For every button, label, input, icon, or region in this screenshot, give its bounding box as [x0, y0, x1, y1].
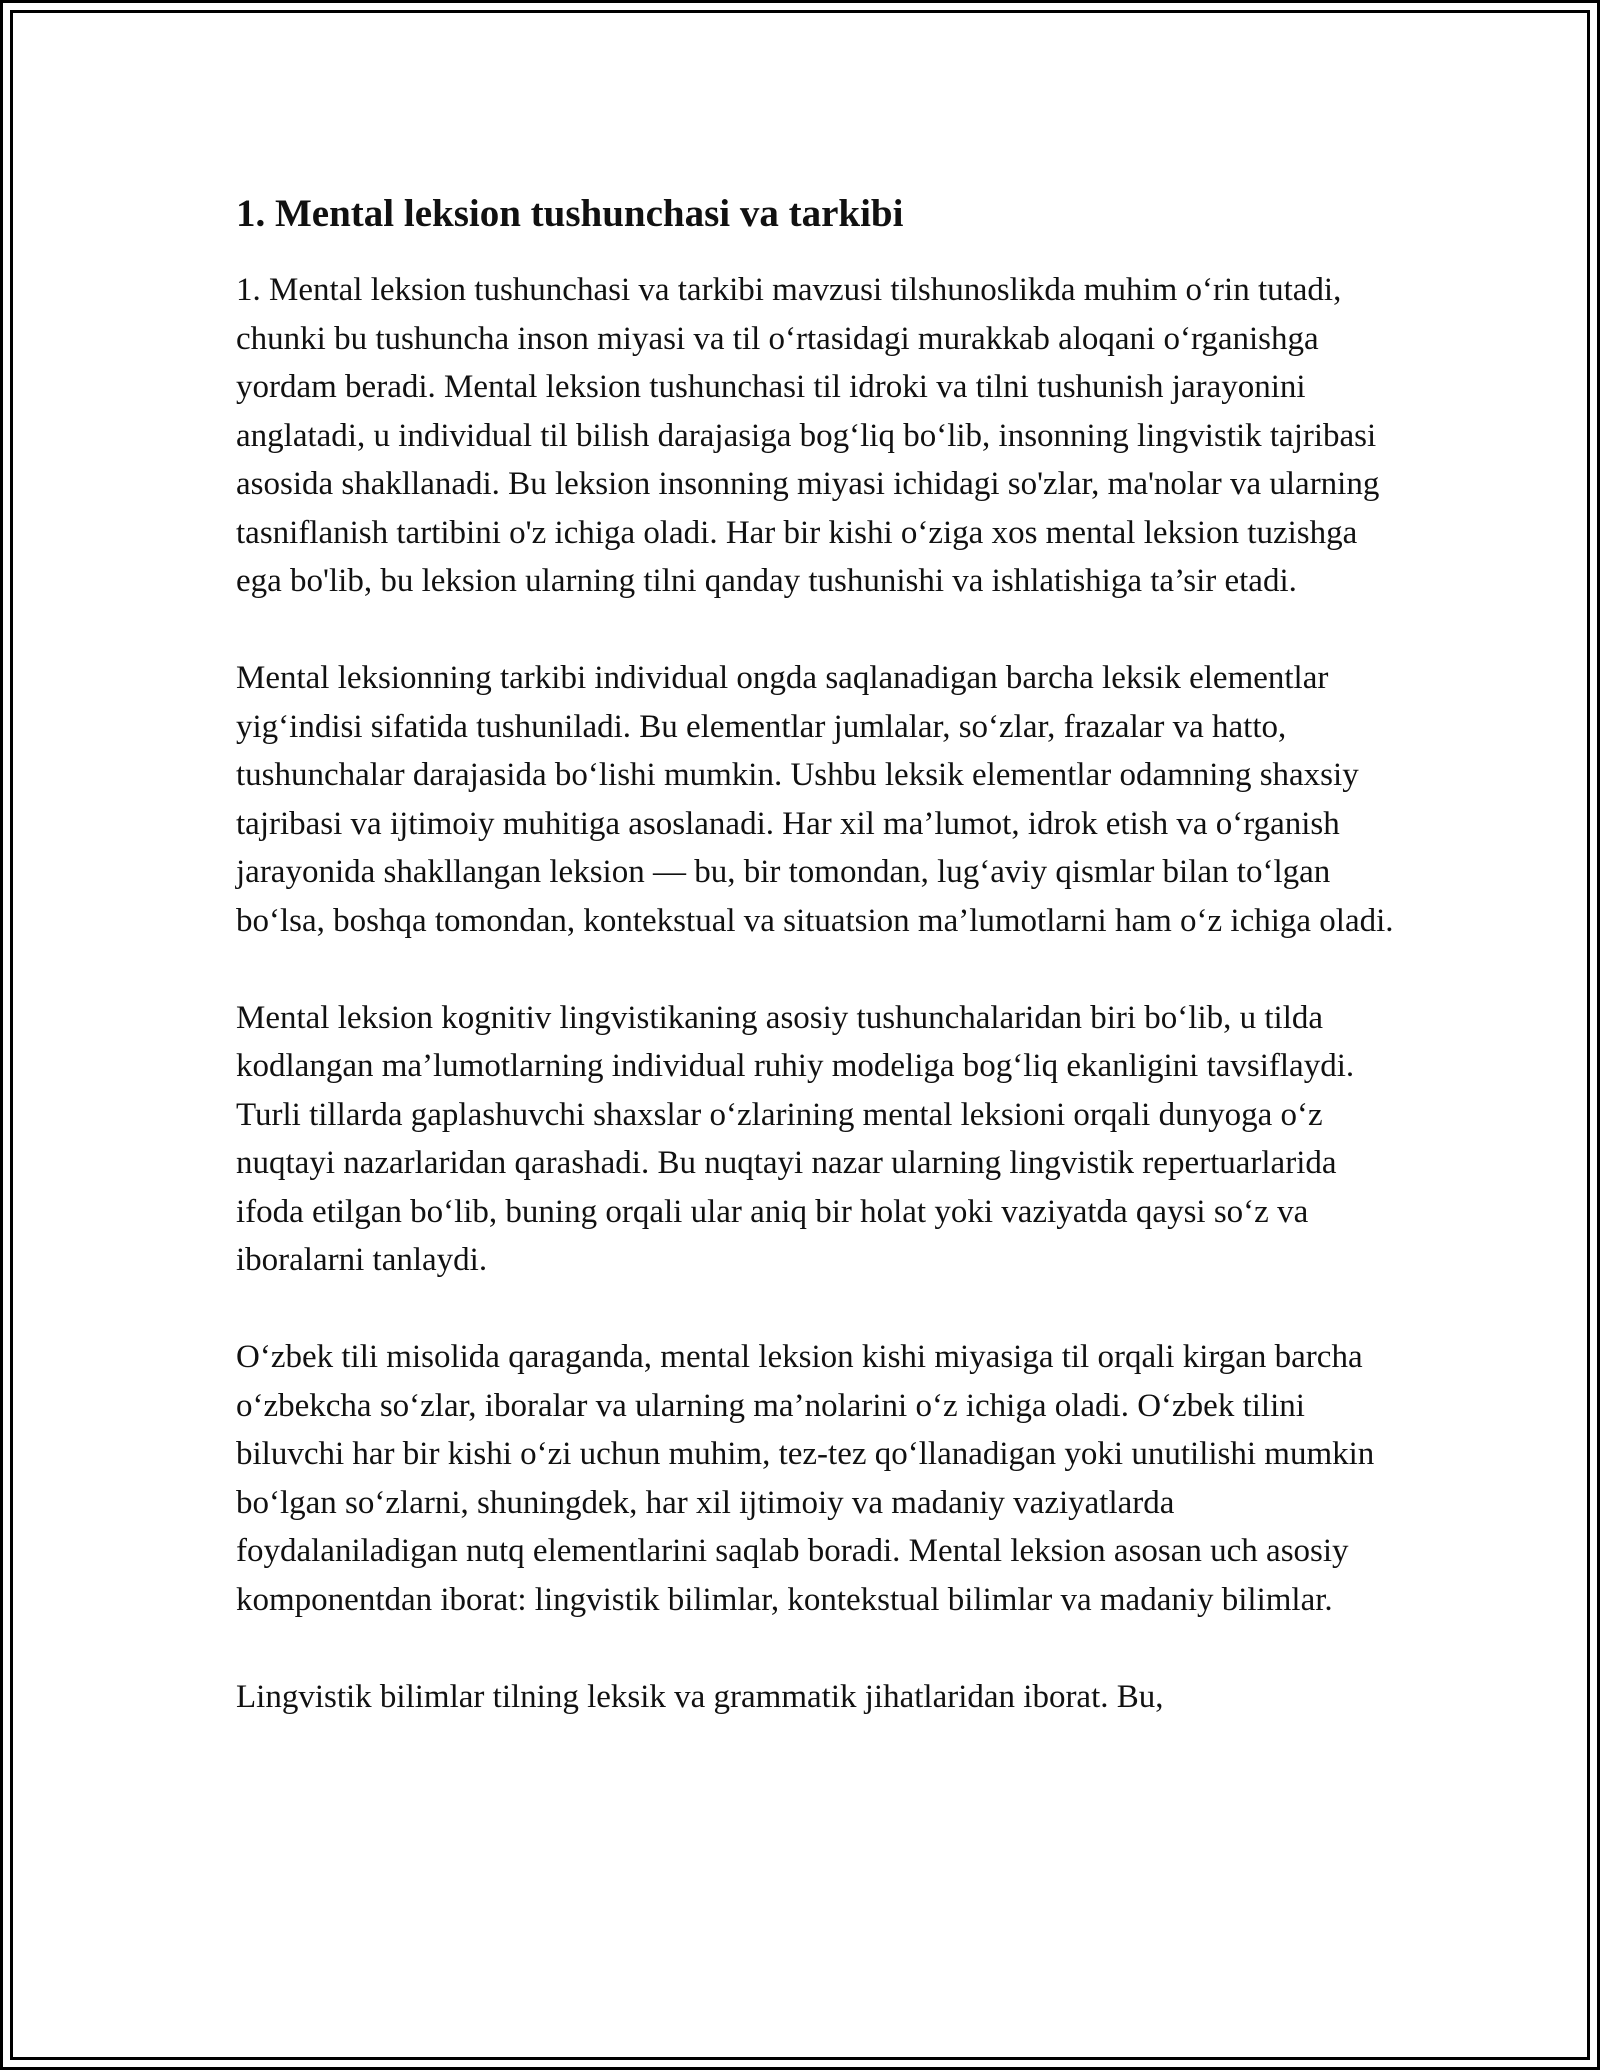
section-heading: 1. Mental leksion tushunchasi va tarkibi — [236, 192, 904, 235]
paragraph-2: Mental leksionning tarkibi individual ongda saqlanadigan barcha leksik elementlar yig‘indisi sifatida tushuniladi. Bu elementlar jumlalar, so‘zlar, frazalar va hatto, tushunchalar darajasida bo‘lishi mumkin. Ushbu leksik elementlar odamning shaxsiy tajribasi va ijtimoiy muhitiga asoslanadi. Har xil ma’lumot, idrok etish va o‘rganish jarayonida shakllangan leksion — bu, bir tomondan, lug‘aviy qismlar bilan to‘lgan bo‘lsa, boshqa tomondan, kontekstual va situatsion ma’lumotlarni ham o‘z ichiga oladi. — [236, 660, 1394, 939]
paragraph-5: Lingvistik bilimlar tilning leksik va grammatik jihatlaridan iborat. Bu, — [236, 1678, 1164, 1715]
paragraph-4: O‘zbek tili misolida qaraganda, mental leksion kishi miyasiga til orqali kirgan barcha o‘zbekcha so‘zlar, iboralar va ularning ma’nolarini o‘z ichiga oladi. O‘zbek tilini biluvchi har bir kishi o‘zi uchun muhim, tez-tez qo‘llanadigan yoki unutilishi mumkin bo‘lgan so‘zlarni, shuningdek, har xil ijtimoiy va madaniy vaziyatlarda foydalaniladigan nutq elementlarini saqlab boradi. Mental leksion asosan uch asosiy komponentdan iborat: lingvistik bilimlar, kontekstual bilimlar va madaniy bilimlar. — [236, 1339, 1375, 1618]
document-body — [236, 188, 1396, 1770]
paragraph-3: Mental leksion kognitiv lingvistikaning asosiy tushunchalaridan biri bo‘lib, u tilda kodlangan ma’lumotlarning individual ruhiy modeliga bog‘liq ekanligini tavsiflaydi. Turli tillarda gaplashuvchi shaxslar o‘zlarining mental leksioni orqali dunyoga o‘z nuqtayi nazarlaridan qarashadi. Bu nuqtayi nazar ularning lingvistik repertuarlarida ifoda etilgan bo‘lib, buning orqali ular aniq bir holat yoki vaziyatda qaysi so‘z va iboralarni tanlaydi. — [236, 999, 1355, 1278]
paragraph-1: 1. Mental leksion tushunchasi va tarkibi mavzusi tilshunoslikda muhim o‘rin tutadi, chunki bu tushuncha inson miyasi va til o‘rtasidagi murakkab aloqani o‘rganishga yordam beradi. Mental leksion tushunchasi til idroki va tilni tushunish jarayonini anglatadi, u individual til bilish darajasiga bog‘liq bo‘lib, insonning lingvistik tajribasi asosida shakllanadi. Bu leksion insonning miyasi ichidagi so'zlar, ma'nolar va ularning tasniflanish tartibini o'z ichiga oladi. Har bir kishi o‘ziga xos mental leksion tuzishga ega bo'lib, bu leksion ularning tilni qanday tushunishi va ishlatishiga ta’sir etadi. — [236, 272, 1380, 599]
